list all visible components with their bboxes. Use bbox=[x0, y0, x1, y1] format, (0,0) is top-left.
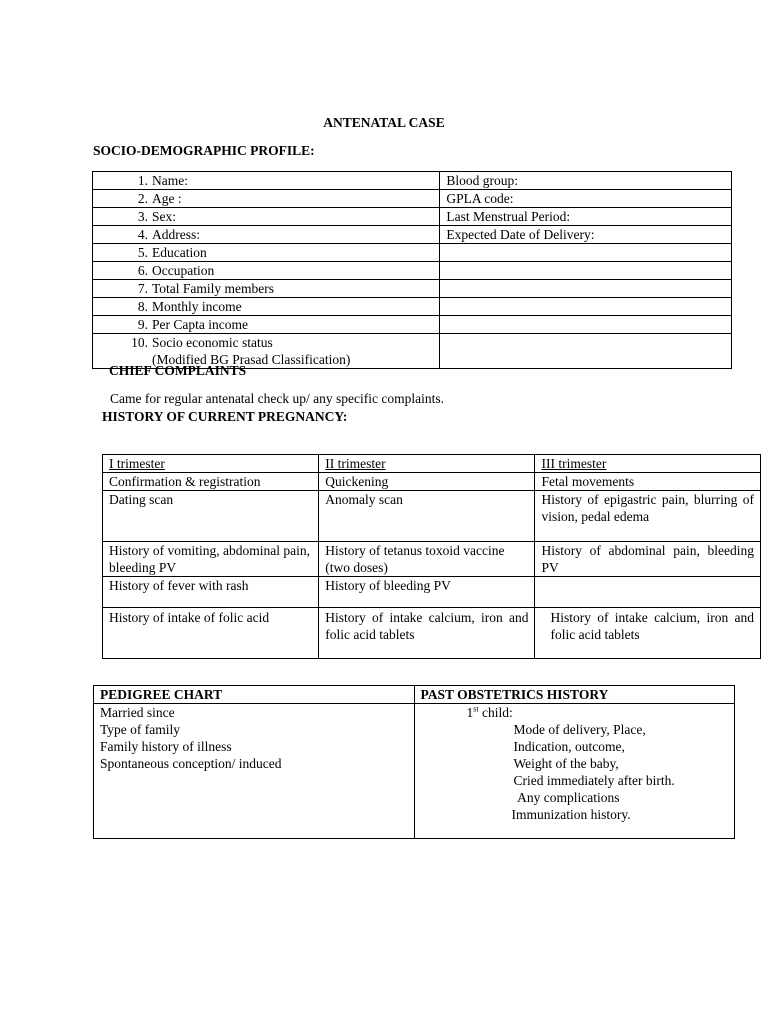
edd-label: Expected Date of Delivery: bbox=[440, 226, 732, 244]
row-number: 8. bbox=[137, 299, 148, 314]
table-row bbox=[103, 491, 761, 542]
row-number: 4. bbox=[137, 227, 148, 242]
trimester-table bbox=[102, 454, 761, 659]
conception-type-label: Spontaneous conception/ induced bbox=[100, 756, 282, 771]
chief-complaints-heading: CHIEF COMPLAINTS bbox=[109, 363, 247, 378]
child-number: 1 bbox=[466, 705, 474, 720]
row-number: 9. bbox=[137, 317, 148, 332]
row-number: 3. bbox=[137, 209, 148, 224]
ordinal-suffix: st bbox=[473, 704, 479, 714]
empty-cell bbox=[440, 262, 732, 280]
table-row bbox=[93, 226, 732, 244]
table-row bbox=[103, 542, 761, 577]
pedigree-chart-header: PEDIGREE CHART bbox=[94, 686, 415, 704]
type-of-family-label: Type of family bbox=[100, 722, 181, 737]
empty-cell bbox=[440, 316, 732, 334]
indication-outcome-label: Indication, outcome, bbox=[513, 739, 625, 754]
family-members-field-label: Total Family members bbox=[152, 281, 275, 296]
monthly-income-field-label: Monthly income bbox=[152, 299, 242, 314]
history-heading: HISTORY OF CURRENT PREGNANCY: bbox=[102, 409, 348, 424]
table-cell: History of fever with rash bbox=[103, 577, 319, 608]
table-row bbox=[94, 686, 735, 704]
table-row bbox=[93, 280, 732, 298]
table-cell: History of tetanus toxoid vaccine (two doses) bbox=[319, 542, 535, 577]
education-field-label: Education bbox=[152, 245, 207, 260]
blood-group-label: Blood group: bbox=[440, 172, 732, 190]
socio-heading: SOCIO-DEMOGRAPHIC PROFILE: bbox=[93, 143, 315, 158]
chief-complaints-text: Came for regular antenatal check up/ any specific complaints. bbox=[110, 391, 444, 406]
table-cell: History of vomiting, abdominal pain, bleeding PV bbox=[103, 542, 319, 577]
sex-field-label: Sex: bbox=[152, 209, 177, 224]
table-cell: Quickening bbox=[319, 473, 535, 491]
complications-label: Any complications bbox=[514, 790, 620, 805]
table-row bbox=[103, 577, 761, 608]
empty-cell bbox=[440, 334, 732, 369]
table-row bbox=[94, 704, 735, 839]
ses-field-label: Socio economic status bbox=[152, 335, 273, 350]
married-since-label: Married since bbox=[100, 705, 175, 720]
table-cell: History of abdominal pain, bleeding PV bbox=[535, 542, 761, 577]
cried-after-birth-label: Cried immediately after birth. bbox=[513, 773, 675, 788]
table-row bbox=[93, 262, 732, 280]
table-cell: History of intake calcium, iron and folic acid tablets bbox=[319, 608, 535, 659]
row-number: 7. bbox=[137, 281, 148, 296]
mode-of-delivery-label: Mode of delivery, Place, bbox=[513, 722, 646, 737]
child-label: child: bbox=[478, 705, 513, 720]
table-cell: Confirmation & registration bbox=[103, 473, 319, 491]
table-cell: History of intake calcium, iron and folic acid tablets bbox=[535, 608, 761, 659]
table-cell: History of epigastric pain, blurring of vision, pedal edema bbox=[535, 491, 761, 542]
trimester-3-header: III trimester bbox=[541, 456, 607, 471]
row-number: 6. bbox=[137, 263, 148, 278]
pedigree-obstetrics-table bbox=[93, 685, 735, 839]
table-row bbox=[93, 172, 732, 190]
trimester-2-header: II trimester bbox=[325, 456, 386, 471]
baby-weight-label: Weight of the baby, bbox=[513, 756, 619, 771]
table-row bbox=[93, 316, 732, 334]
empty-cell bbox=[440, 244, 732, 262]
table-row bbox=[103, 473, 761, 491]
table-cell: Anomaly scan bbox=[319, 491, 535, 542]
gpla-code-label: GPLA code: bbox=[440, 190, 732, 208]
ses-classification-note: (Modified BG Prasad Classification) bbox=[152, 352, 351, 367]
row-number: 1. bbox=[137, 173, 148, 188]
empty-cell bbox=[440, 298, 732, 316]
table-row bbox=[103, 455, 761, 473]
name-field-label: Name: bbox=[152, 173, 188, 188]
table-row bbox=[93, 298, 732, 316]
immunization-history-label: Immunization history. bbox=[511, 807, 631, 822]
address-field-label: Address: bbox=[152, 227, 200, 242]
table-row bbox=[93, 190, 732, 208]
empty-cell bbox=[440, 280, 732, 298]
row-number: 5. bbox=[137, 245, 148, 260]
family-history-label: Family history of illness bbox=[100, 739, 232, 754]
table-row bbox=[93, 208, 732, 226]
socio-demographic-table bbox=[92, 171, 732, 369]
row-number: 10. bbox=[131, 335, 148, 350]
past-obstetrics-header: PAST OBSTETRICS HISTORY bbox=[414, 686, 735, 704]
table-row bbox=[93, 244, 732, 262]
table-cell bbox=[535, 577, 761, 608]
table-row bbox=[103, 608, 761, 659]
table-cell: History of intake of folic acid bbox=[103, 608, 319, 659]
lmp-label: Last Menstrual Period: bbox=[440, 208, 732, 226]
trimester-1-header: I trimester bbox=[109, 456, 165, 471]
first-child-label bbox=[421, 704, 729, 721]
row-number: 2. bbox=[137, 191, 148, 206]
table-cell: Fetal movements bbox=[535, 473, 761, 491]
per-capita-income-field-label: Per Capta income bbox=[152, 317, 248, 332]
table-cell: Dating scan bbox=[103, 491, 319, 542]
occupation-field-label: Occupation bbox=[152, 263, 215, 278]
table-cell: History of bleeding PV bbox=[319, 577, 535, 608]
age-field-label: Age : bbox=[152, 191, 182, 206]
page-title: ANTENATAL CASE bbox=[323, 115, 445, 130]
